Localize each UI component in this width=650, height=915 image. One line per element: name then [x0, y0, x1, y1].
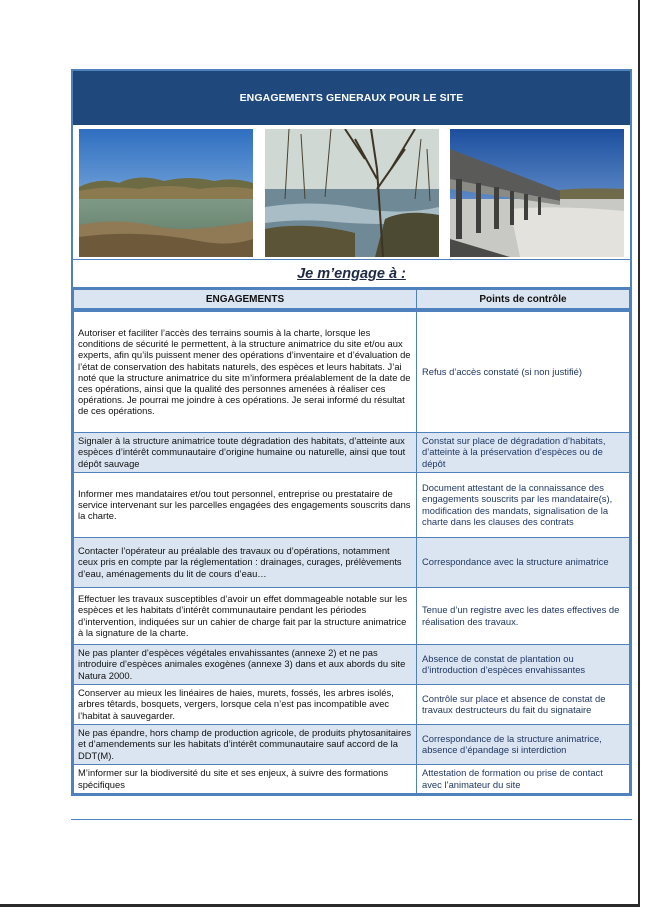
engagement-cell: M’informer sur la biodiversité du site et ses enjeux, à suivre des formations spécifiques — [74, 764, 417, 793]
engagement-cell: Contacter l’opérateur au préalable des travaux ou d’opérations, notamment ceux pris en compte par la réglementation : drainages, curages, prélèvements d’eau, aménagements du lit de cours d’eau… — [74, 537, 417, 587]
control-cell: Correspondance de la structure animatrice, absence d’épandage si interdiction — [417, 724, 630, 764]
engagement-cell: Ne pas épandre, hors champ de production agricole, de produits phytosanitaires et d’amendements sur les habitats d’intérêt communautaire sauf accord de la DDT(M). — [74, 724, 417, 764]
control-cell: Absence de constat de plantation ou d’introduction d’espèces envahissantes — [417, 644, 630, 684]
engagement-cell: Autoriser et faciliter l’accès des terrains soumis à la charte, lorsque les conditions de sécurité le permettent, à la structure animatrice du site et/ou aux experts, afin qu’ils puissent mener des opérations d’inventaire et d’évaluation de l’état de conservation des habitats naturels, des espèces et leurs habitats. J’ai noté que la structure animatrice du site m’informera préalablement de la date de ces opérations, ainsi que la qualité des personnes amenées à réaliser ces opérations. Je pourrai me joindre à ces opérations. Je serai informé du résultat de ces opérations. — [74, 310, 417, 432]
page-title: ENGAGEMENTS GENERAUX POUR LE SITE — [73, 71, 630, 127]
table-row — [74, 724, 630, 764]
table-row — [74, 764, 630, 793]
table-row — [74, 472, 630, 537]
control-cell: Contrôle sur place et absence de constat de travaux destructeurs du fait du signataire — [417, 684, 630, 724]
table-row — [74, 587, 630, 644]
engagement-cell: Informer mes mandataires et/ou tout personnel, entreprise ou prestataire de service intervenant sur les parcelles engagées des engagements souscrits dans la charte. — [74, 472, 417, 537]
column-header-engagements: ENGAGEMENTS — [74, 290, 417, 311]
table-header-row — [74, 290, 630, 311]
column-header-controle: Points de contrôle — [417, 290, 630, 311]
control-cell: Document attestant de la connaissance des engagements souscrits par les mandataire(s), modification des mandats, signalisation de la charte dans les clauses des contrats — [417, 472, 630, 537]
river-landscape-photo — [79, 129, 253, 257]
engagement-cell: Ne pas planter d’espèces végétales envahissantes (annexe 2) et ne pas introduire d’espèces animales exogènes (annexe 3) dans et aux abords du site Natura 2000. — [74, 644, 417, 684]
riverbank-trees-photo — [265, 129, 439, 257]
engagement-cell: Signaler à la structure animatrice toute dégradation des habitats, d’atteinte aux espèces d’intérêt communautaire d’origine humaine ou naturelle, ainsi que tout dépôt sauvage — [74, 432, 417, 472]
engagement-cell: Conserver au mieux les linéaires de haies, murets, fossés, les arbres isolés, arbres têtards, bosquets, vergers, lorsque cela n’est pas incompatible avec l’habitat à sauvegarder. — [74, 684, 417, 724]
table-row — [74, 684, 630, 724]
control-cell: Refus d’accès constaté (si non justifié) — [417, 310, 630, 432]
engagement-cell: Effectuer les travaux susceptibles d’avoir un effet dommageable notable sur les espèces et les habitats d’intérêt communautaire pendant les périodes d’intervention, indiquées sur un cahier de charge fait par la structure animatrice à la signature de la charte. — [74, 587, 417, 644]
table-row — [74, 432, 630, 472]
control-cell: Constat sur place de dégradation d’habitats, d’atteinte à la préservation d’espèces ou de dépôt — [417, 432, 630, 472]
footer-divider — [71, 819, 632, 820]
control-cell: Correspondance avec la structure animatrice — [417, 537, 630, 587]
table-row — [74, 644, 630, 684]
commitments-table — [73, 289, 630, 794]
dam-bridge-photo — [450, 129, 624, 257]
control-cell: Tenue d’un registre avec les dates effectives de réalisation des travaux. — [417, 587, 630, 644]
table-row — [74, 537, 630, 587]
table-row — [74, 310, 630, 432]
control-cell: Attestation de formation ou prise de contact avec l’animateur du site — [417, 764, 630, 793]
commitments-sheet — [71, 69, 632, 796]
commitment-heading: Je m’engage à : — [73, 260, 630, 289]
photo-strip — [73, 127, 630, 260]
